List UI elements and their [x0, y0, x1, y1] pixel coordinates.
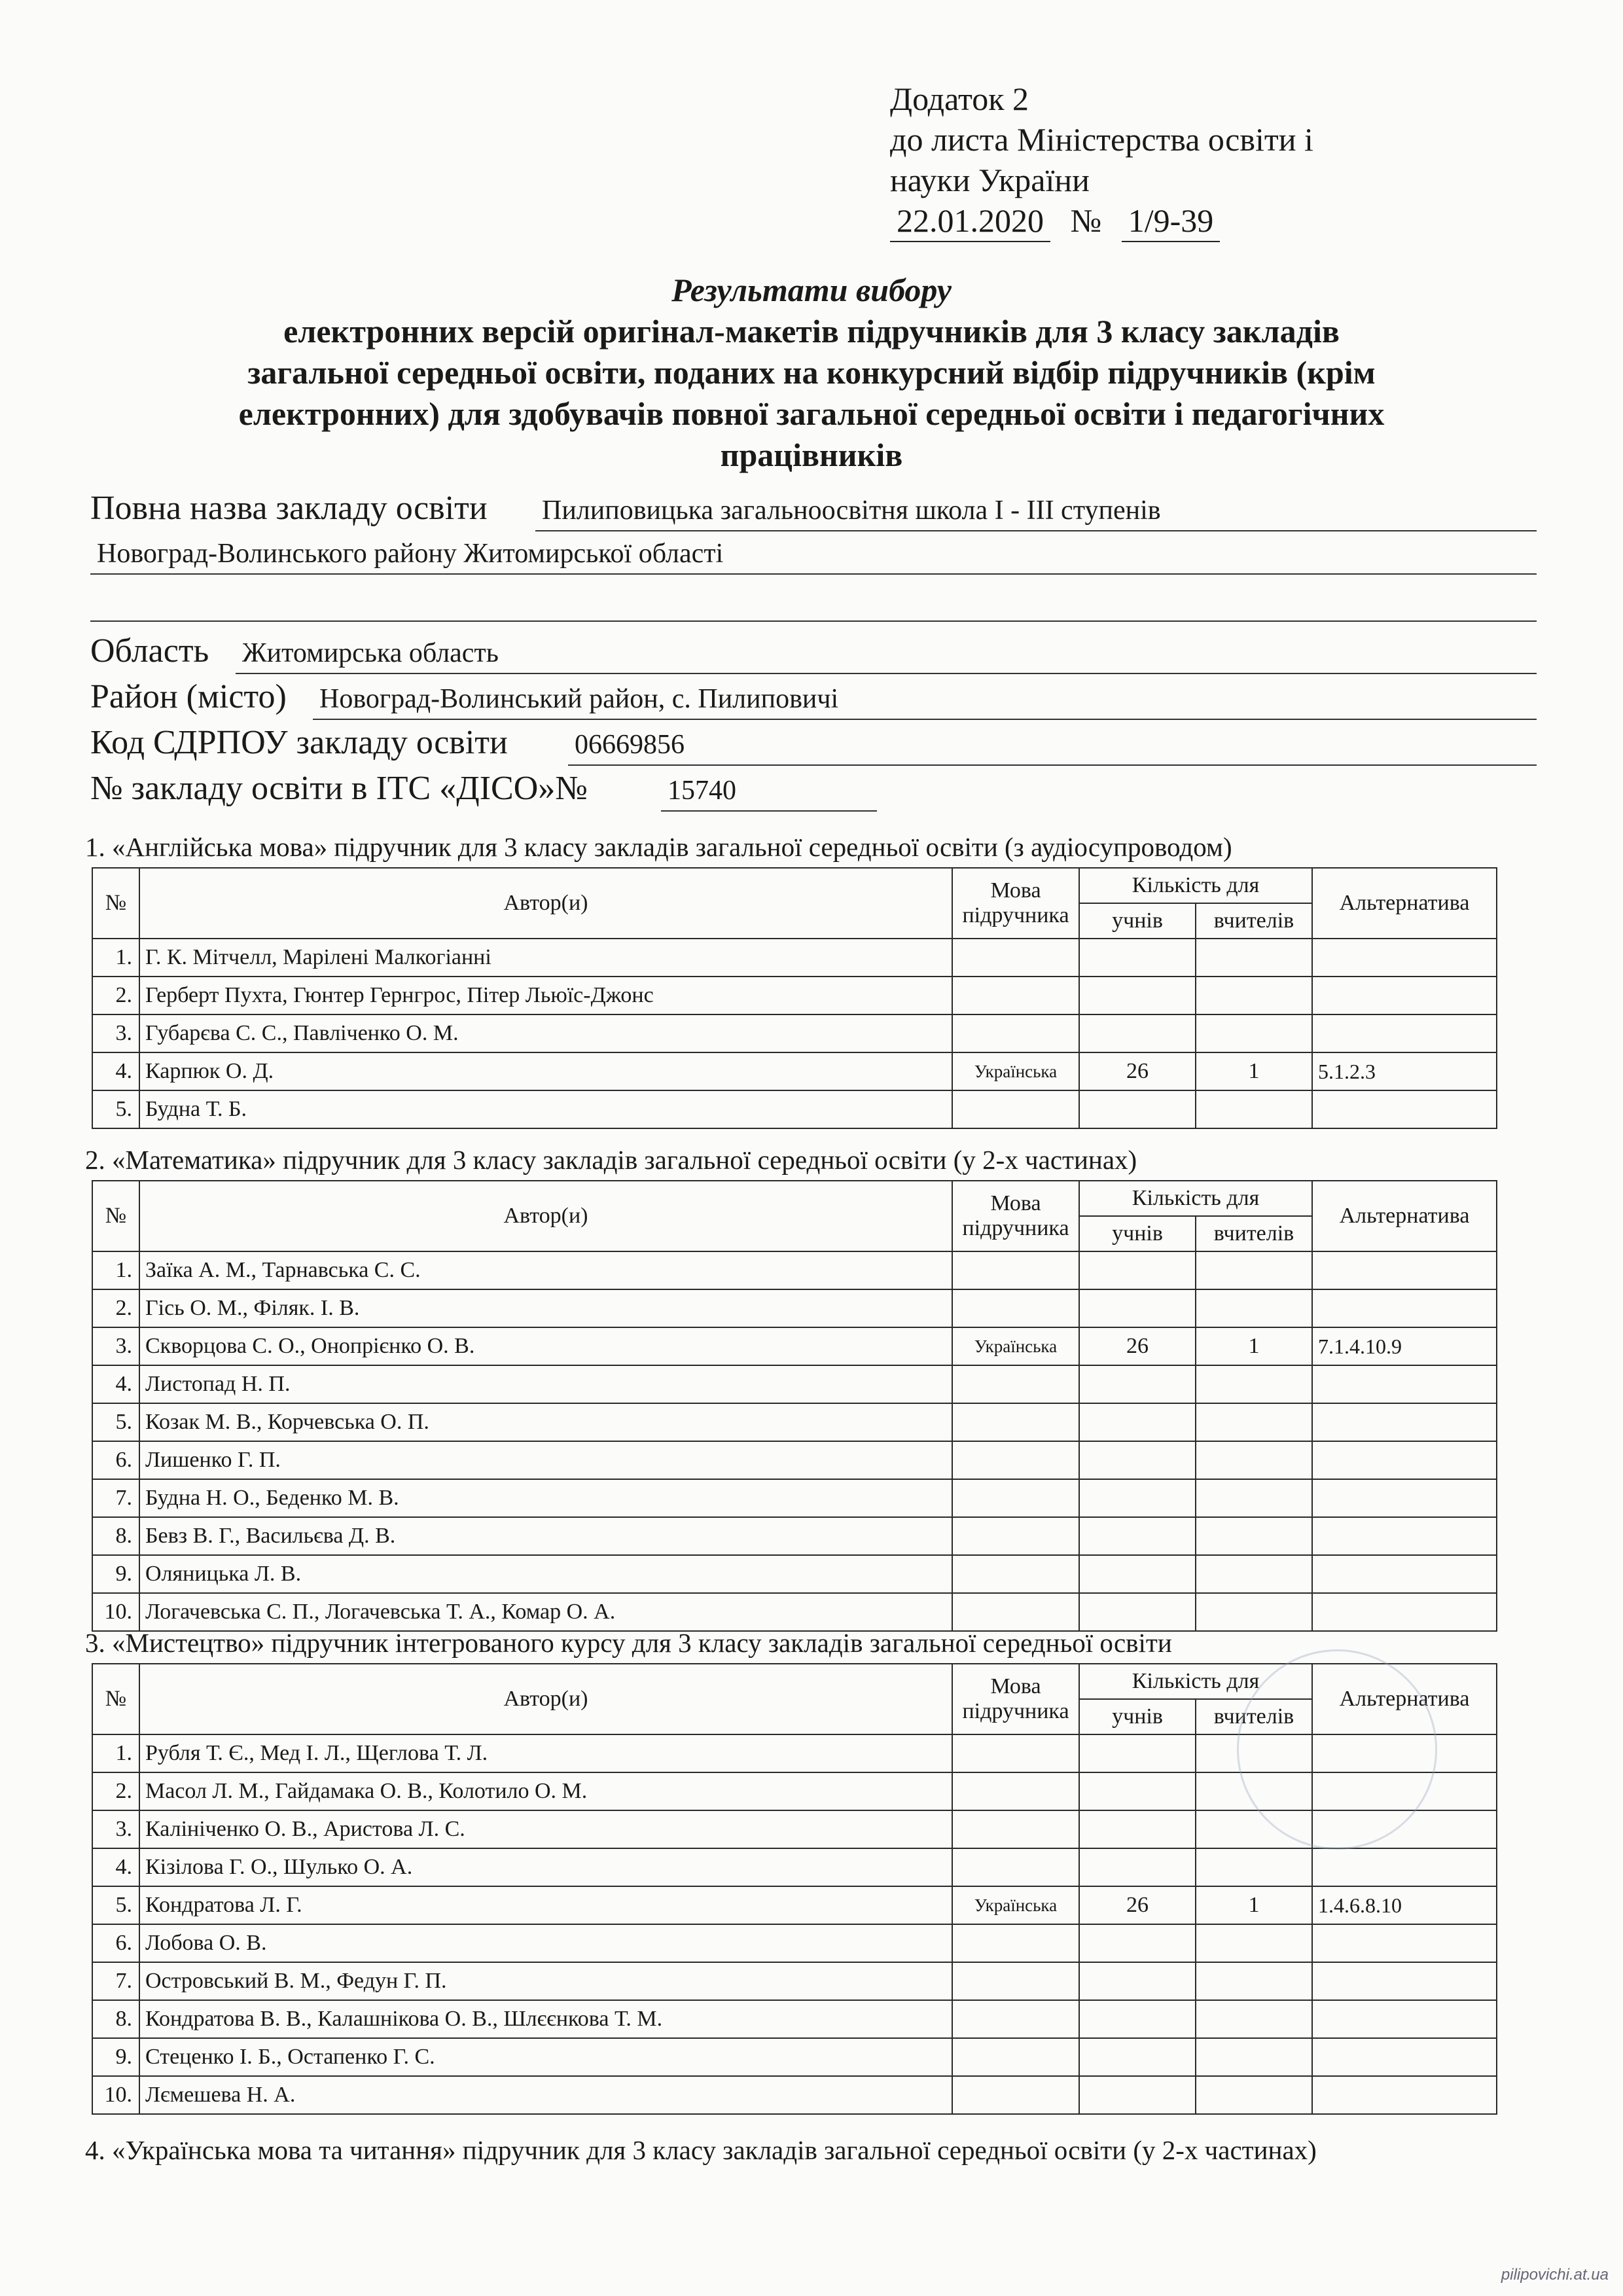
annex-line: до листа Міністерства освіти і — [890, 121, 1313, 158]
row-number: 4. — [92, 1052, 139, 1090]
header-alt: Альтернатива — [1312, 1181, 1497, 1251]
row-students-count — [1079, 1555, 1196, 1593]
row-alternative — [1312, 977, 1497, 1014]
row-language — [952, 1365, 1079, 1403]
its-label: № закладу освіти в ІТС «ДІСО»№ — [90, 770, 588, 807]
annex-number: 1/9-39 — [1122, 200, 1221, 242]
district-row — [90, 674, 1537, 720]
table-row — [92, 1090, 1497, 1128]
row-alternative — [1312, 1014, 1497, 1052]
title-line: працівників — [720, 437, 903, 473]
row-author: Бевз В. Г., Васильєва Д. В. — [139, 1517, 952, 1555]
district-label: Район (місто) — [90, 678, 287, 715]
row-teachers-count: 1 — [1196, 1327, 1312, 1365]
row-teachers-count — [1196, 939, 1312, 977]
table-english — [92, 867, 1497, 1129]
row-students-count — [1079, 977, 1196, 1014]
annex-block — [890, 79, 1313, 242]
row-language — [952, 2038, 1079, 2076]
row-students-count — [1079, 1810, 1196, 1848]
table-row — [92, 1289, 1497, 1327]
row-alternative — [1312, 1848, 1497, 1886]
row-number: 3. — [92, 1014, 139, 1052]
row-author: Будна Т. Б. — [139, 1090, 952, 1128]
row-number: 3. — [92, 1327, 139, 1365]
row-teachers-count — [1196, 1848, 1312, 1886]
edrpou-value: 06669856 — [568, 729, 1537, 766]
row-number: 5. — [92, 1090, 139, 1128]
table-row — [92, 1479, 1497, 1517]
its-value: 15740 — [661, 775, 877, 812]
row-alternative: 7.1.4.10.9 — [1312, 1327, 1497, 1365]
row-author: Лишенко Г. П. — [139, 1441, 952, 1479]
table-row — [92, 1327, 1497, 1365]
header-author: Автор(и) — [139, 868, 952, 939]
document-title — [85, 270, 1538, 476]
row-language — [952, 2076, 1079, 2114]
row-language: Українська — [952, 1327, 1079, 1365]
row-students-count — [1079, 1962, 1196, 2000]
district-value: Новоград-Волинський район, с. Пилиповичі — [313, 683, 1537, 720]
row-teachers-count — [1196, 1403, 1312, 1441]
row-author: Масол Л. М., Гайдамака О. В., Колотило О. М. — [139, 1772, 952, 1810]
table-row — [92, 1052, 1497, 1090]
row-author: Калініченко О. В., Аристова Л. С. — [139, 1810, 952, 1848]
row-author: Будна Н. О., Беденко М. В. — [139, 1479, 952, 1517]
section-title-english: 1. «Англійська мова» підручник для 3 класу закладів загальної середньої освіти (з аудіосупроводом) — [85, 832, 1232, 862]
row-number: 2. — [92, 1289, 139, 1327]
school-name-value-2: Новоград-Волинського району Житомирської області — [90, 538, 1537, 575]
row-students-count — [1079, 1365, 1196, 1403]
row-author: Губарєва С. С., Павліченко О. М. — [139, 1014, 952, 1052]
row-language — [952, 1479, 1079, 1517]
header-author: Автор(и) — [139, 1181, 952, 1251]
row-author: Герберт Пухта, Гюнтер Гернгрос, Пітер Льюїс-Джонс — [139, 977, 952, 1014]
region-row — [90, 628, 1537, 674]
header-author: Автор(и) — [139, 1664, 952, 1734]
table-row — [92, 1014, 1497, 1052]
row-language: Українська — [952, 1886, 1079, 1924]
row-language — [952, 1251, 1079, 1289]
row-teachers-count — [1196, 1479, 1312, 1517]
row-alternative — [1312, 1090, 1497, 1128]
row-alternative — [1312, 1403, 1497, 1441]
table-row — [92, 1365, 1497, 1403]
row-language — [952, 939, 1079, 977]
row-teachers-count — [1196, 1593, 1312, 1631]
row-language — [952, 977, 1079, 1014]
row-students-count — [1079, 1441, 1196, 1479]
row-alternative — [1312, 2038, 1497, 2076]
row-number: 4. — [92, 1848, 139, 1886]
header-lang: Мова підручника — [952, 868, 1079, 939]
row-language — [952, 2000, 1079, 2038]
header-students: учнів — [1079, 1216, 1196, 1251]
row-students-count — [1079, 1014, 1196, 1052]
annex-date-line — [890, 200, 1313, 242]
row-language — [952, 1517, 1079, 1555]
region-value: Житомирська область — [236, 637, 1537, 674]
header-lang: Мова підручника — [952, 1664, 1079, 1734]
row-alternative — [1312, 1924, 1497, 1962]
row-alternative — [1312, 1289, 1497, 1327]
row-author: Кондратова В. В., Калашнікова О. В., Шлєєнкова Т. М. — [139, 2000, 952, 2038]
annex-date: 22.01.2020 — [890, 200, 1050, 242]
row-teachers-count — [1196, 2076, 1312, 2114]
row-alternative — [1312, 1593, 1497, 1631]
row-students-count — [1079, 1289, 1196, 1327]
row-language — [952, 1555, 1079, 1593]
table-row — [92, 1924, 1497, 1962]
row-number: 8. — [92, 2000, 139, 2038]
row-number: 7. — [92, 1962, 139, 2000]
row-teachers-count — [1196, 1441, 1312, 1479]
table-row — [92, 1962, 1497, 2000]
row-author: Кондратова Л. Г. — [139, 1886, 952, 1924]
row-author: Скворцова С. О., Онопрієнко О. В. — [139, 1327, 952, 1365]
row-students-count — [1079, 2000, 1196, 2038]
row-students-count — [1079, 1517, 1196, 1555]
row-number: 10. — [92, 1593, 139, 1631]
row-teachers-count — [1196, 1014, 1312, 1052]
watermark: pilipovichi.at.ua — [1501, 2266, 1609, 2284]
row-alternative — [1312, 939, 1497, 977]
blank-row — [90, 576, 1537, 622]
row-students-count — [1079, 2076, 1196, 2114]
header-teachers: вчителів — [1196, 903, 1312, 939]
table-row — [92, 1403, 1497, 1441]
row-teachers-count — [1196, 1251, 1312, 1289]
header-count: Кількість для — [1079, 1664, 1312, 1699]
school-name-label: Повна назва закладу освіти — [90, 490, 488, 527]
row-students-count — [1079, 1479, 1196, 1517]
row-author: Г. К. Мітчелл, Марілені Малкогіанні — [139, 939, 952, 977]
row-alternative — [1312, 2076, 1497, 2114]
row-number: 9. — [92, 2038, 139, 2076]
table-math — [92, 1180, 1497, 1632]
row-alternative — [1312, 2000, 1497, 2038]
header-lang: Мова підручника — [952, 1181, 1079, 1251]
row-students-count: 26 — [1079, 1052, 1196, 1090]
header-num: № — [92, 1181, 139, 1251]
row-teachers-count — [1196, 1365, 1312, 1403]
row-number: 1. — [92, 939, 139, 977]
header-students: учнів — [1079, 903, 1196, 939]
row-students-count — [1079, 1734, 1196, 1772]
row-students-count: 26 — [1079, 1886, 1196, 1924]
row-author: Лобова О. В. — [139, 1924, 952, 1962]
table-row — [92, 977, 1497, 1014]
row-number: 1. — [92, 1251, 139, 1289]
title-line: загальної середньої освіти, поданих на конкурсний відбір підручників (крім — [247, 354, 1376, 391]
row-teachers-count — [1196, 2038, 1312, 2076]
row-teachers-count — [1196, 1962, 1312, 2000]
row-author: Логачевська С. П., Логачевська Т. А., Комар О. А. — [139, 1593, 952, 1631]
row-author: Кізілова Г. О., Шулько О. А. — [139, 1848, 952, 1886]
row-teachers-count: 1 — [1196, 1052, 1312, 1090]
header-students: учнів — [1079, 1699, 1196, 1734]
row-author: Гісь О. М., Філяк. І. В. — [139, 1289, 952, 1327]
row-number: 5. — [92, 1403, 139, 1441]
row-author: Оляницька Л. В. — [139, 1555, 952, 1593]
header-alt: Альтернатива — [1312, 1664, 1497, 1734]
row-author: Листопад Н. П. — [139, 1365, 952, 1403]
row-students-count — [1079, 1251, 1196, 1289]
row-alternative — [1312, 1517, 1497, 1555]
header-alt: Альтернатива — [1312, 868, 1497, 939]
row-number: 7. — [92, 1479, 139, 1517]
header-count: Кількість для — [1079, 868, 1312, 903]
table-row — [92, 1441, 1497, 1479]
row-students-count — [1079, 1848, 1196, 1886]
row-students-count — [1079, 939, 1196, 977]
title-line: Результати вибору — [671, 272, 952, 308]
row-students-count: 26 — [1079, 1327, 1196, 1365]
row-language — [952, 1014, 1079, 1052]
table-row — [92, 1555, 1497, 1593]
row-students-count — [1079, 1924, 1196, 1962]
row-language — [952, 1403, 1079, 1441]
row-alternative: 5.1.2.3 — [1312, 1052, 1497, 1090]
region-label: Область — [90, 632, 209, 670]
table-row — [92, 939, 1497, 977]
stamp-seal — [1237, 1649, 1437, 1850]
table-row — [92, 1517, 1497, 1555]
row-teachers-count — [1196, 1090, 1312, 1128]
annex-line: науки України — [890, 162, 1090, 198]
table-row — [92, 1848, 1497, 1886]
row-language — [952, 1734, 1079, 1772]
row-teachers-count — [1196, 1289, 1312, 1327]
row-teachers-count — [1196, 977, 1312, 1014]
section-title-math: 2. «Математика» підручник для 3 класу закладів загальної середньої освіти (у 2-х частинах) — [85, 1145, 1137, 1175]
row-alternative — [1312, 1441, 1497, 1479]
table-row — [92, 1251, 1497, 1289]
row-language — [952, 1441, 1079, 1479]
table-row — [92, 2000, 1497, 2038]
school-name-value: Пилиповицька загальноосвітня школа І - ІІІ ступенів — [535, 495, 1537, 531]
row-alternative — [1312, 1251, 1497, 1289]
row-students-count — [1079, 1090, 1196, 1128]
header-teachers: вчителів — [1196, 1216, 1312, 1251]
title-line: електронних версій оригінал-макетів підручників для 3 класу закладів — [283, 313, 1340, 350]
row-author: Островський В. М., Федун Г. П. — [139, 1962, 952, 2000]
row-number: 3. — [92, 1810, 139, 1848]
header-num: № — [92, 868, 139, 939]
row-author: Заїка А. М., Тарнавська С. С. — [139, 1251, 952, 1289]
edrpou-row — [90, 720, 1537, 766]
table-row — [92, 1886, 1497, 1924]
table-row — [92, 1593, 1497, 1631]
header-teachers: вчителів — [1196, 1699, 1312, 1734]
row-alternative — [1312, 1365, 1497, 1403]
row-number: 2. — [92, 977, 139, 1014]
header-num: № — [92, 1664, 139, 1734]
row-number: 10. — [92, 2076, 139, 2114]
edrpou-label: Код СДРПОУ закладу освіти — [90, 724, 508, 761]
row-number: 1. — [92, 1734, 139, 1772]
header-count: Кількість для — [1079, 1181, 1312, 1216]
row-alternative — [1312, 1555, 1497, 1593]
table-row — [92, 2038, 1497, 2076]
row-author: Рубля Т. Є., Мед І. Л., Щеглова Т. Л. — [139, 1734, 952, 1772]
row-author: Карпюк О. Д. — [139, 1052, 952, 1090]
school-name-row — [90, 486, 1537, 531]
school-name-row-2 — [90, 529, 1537, 575]
row-language — [952, 1810, 1079, 1848]
row-language: Українська — [952, 1052, 1079, 1090]
row-language — [952, 1593, 1079, 1631]
row-language — [952, 1962, 1079, 2000]
its-row — [90, 766, 1537, 812]
row-number: 9. — [92, 1555, 139, 1593]
row-alternative — [1312, 1479, 1497, 1517]
row-number: 6. — [92, 1441, 139, 1479]
row-language — [952, 1772, 1079, 1810]
row-language — [952, 1289, 1079, 1327]
row-language — [952, 1848, 1079, 1886]
row-teachers-count: 1 — [1196, 1886, 1312, 1924]
row-teachers-count — [1196, 1517, 1312, 1555]
row-students-count — [1079, 1403, 1196, 1441]
section-title-art: 3. «Мистецтво» підручник інтегрованого курсу для 3 класу закладів загальної середньої освіти — [85, 1628, 1172, 1658]
annex-title: Додаток 2 — [890, 81, 1029, 117]
row-author: Козак М. В., Корчевська О. П. — [139, 1403, 952, 1441]
row-students-count — [1079, 1593, 1196, 1631]
row-alternative — [1312, 1962, 1497, 2000]
row-teachers-count — [1196, 2000, 1312, 2038]
row-number: 6. — [92, 1924, 139, 1962]
row-students-count — [1079, 2038, 1196, 2076]
annex-number-sign: № — [1070, 202, 1102, 239]
table-row — [92, 2076, 1497, 2114]
row-number: 5. — [92, 1886, 139, 1924]
row-students-count — [1079, 1772, 1196, 1810]
row-teachers-count — [1196, 1555, 1312, 1593]
row-alternative: 1.4.6.8.10 — [1312, 1886, 1497, 1924]
title-line: електронних) для здобувачів повної загальної середньої освіти і педагогічних — [238, 395, 1385, 432]
row-number: 4. — [92, 1365, 139, 1403]
row-number: 2. — [92, 1772, 139, 1810]
row-language — [952, 1924, 1079, 1962]
row-author: Лємешева Н. А. — [139, 2076, 952, 2114]
row-language — [952, 1090, 1079, 1128]
section-title-ukrainian: 4. «Українська мова та читання» підручник для 3 класу закладів загальної середньої освіти (у 2-х частинах) — [85, 2135, 1317, 2165]
blank-line — [90, 577, 1537, 622]
row-number: 8. — [92, 1517, 139, 1555]
row-author: Стеценко І. Б., Остапенко Г. С. — [139, 2038, 952, 2076]
row-teachers-count — [1196, 1924, 1312, 1962]
